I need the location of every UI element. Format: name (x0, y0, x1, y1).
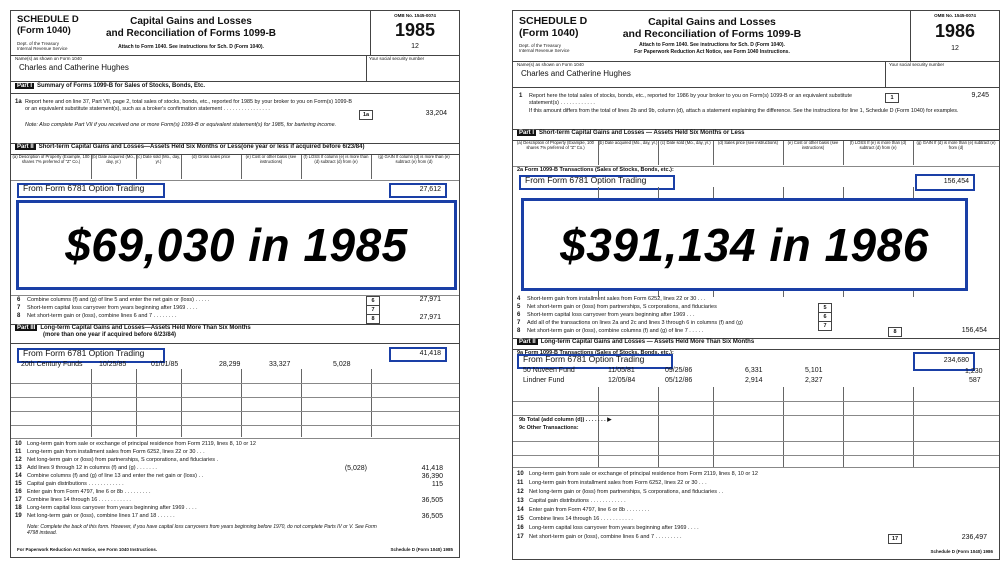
line17-text: Combine lines 14 through 16 . . . . . . . . . . . (27, 497, 131, 503)
dept-line: Dept. of the Treasury (17, 41, 60, 46)
total-1985-banner (16, 200, 457, 290)
form-header (513, 11, 999, 62)
column-header: (e) Cost or other basis (see instructions) (241, 155, 302, 179)
line15-text: Combine lines 14 through 16 . . . . . . . . . . . (529, 516, 633, 522)
line12-text: Net long-term gain or (loss) from partnerships, S corporations, and fiduciaries . (27, 457, 219, 463)
tax-year: 1986 (934, 21, 976, 41)
name-label: Name(s) as shown on Form 1040 (517, 62, 584, 67)
part-tag: Part I (17, 83, 33, 89)
lt-row-acquired: 12/05/84 (608, 377, 636, 384)
line8-text: Net short-term gain or (loss), combine lines 6 and 7 . . . . . . . . (27, 313, 177, 319)
st-description: From Form 6781 Option Trading (23, 183, 145, 193)
part-title: Long-term Capital Gains and Losses — Assets Held More Than Six Months (540, 339, 755, 345)
line7-text: Short-term capital loss carryover from years beginning after 1969 . . . . (27, 305, 198, 311)
highlight-box (389, 347, 447, 362)
lt-subheader: 9a Form 1099-B Transactions (Sales of Stocks, Bonds, etc.): (517, 350, 674, 356)
lt-row-desc: 20th Century Funds (21, 361, 83, 368)
column-header: (f) LOSS If (e) is more than (d) subtract (d) from (e) (843, 141, 914, 165)
lt-row-sold: 05/12/86 (665, 377, 693, 384)
part-tag: Part III (17, 325, 36, 331)
line13-gain: 41,418 (421, 465, 443, 472)
column-header: (a) Description of Property (Example, 100 shares 7% preferred of "Z" Co.) (11, 155, 92, 179)
part-tag: Part II (17, 144, 34, 150)
line19-text: Net long-term gain or (loss), combine lines 17 and 18 . . . . . . (27, 513, 175, 519)
line-number: 1 (519, 93, 523, 99)
attach-note: Attach to Form 1040. See instructions for Sch. D (Form 1040). (639, 42, 785, 48)
highlight-box (389, 183, 447, 198)
line1a-text: Report here and on line 37, Part VII, page 2, total sales of stocks, bonds, etc., reported for 1985 by your broker to you on Form(s) 1099-B or an equivalent substitute statement(s), such as a broker's confirmation statement . . . . . . . . . . . . . . . . (25, 99, 352, 112)
lt-row-acquired: 11/05/81 (608, 367, 635, 374)
highlight-box (519, 175, 675, 190)
footer-right: Schedule D (Form 1040) 1985 (390, 547, 453, 552)
column-header: (b) Date acquired (Mo., day, yr.) (91, 155, 137, 179)
taxpayer-names: Charles and Catherine Hughes (19, 63, 129, 72)
line8-amount: 156,454 (961, 327, 987, 334)
dept-line: Internal Revenue Service (17, 46, 68, 52)
back-note: Note: Complete the back of this form. However, if you have capital loss carryovers from years beginning before 1970, do not complete Parts IV or V. See Form 4798 instead. (27, 524, 377, 536)
footer-right: Schedule D (Form 1040) 1986 (930, 549, 993, 554)
column-header: (f) LOSS If column (e) is more than (d) subtract (d) from (e) (301, 155, 372, 179)
line9c-text: 9c Other Transactions: (519, 425, 579, 431)
column-header: (b) Date acquired (Mo., day, yr.) (598, 141, 659, 165)
column-header: (e) Cost or other basis (see instructions) (783, 141, 844, 165)
line6-amount: 27,971 (419, 296, 441, 303)
line-number: 1a (15, 99, 22, 105)
part-title: Short-term Capital Gains and Losses — Assets Held Six Months or Less (539, 130, 745, 136)
line18-text: Long-term capital loss carryover from years beginning after 1969 . . . . (27, 505, 197, 511)
st-gain-amount: 156,454 (943, 178, 969, 185)
lt-row-basis: 2,327 (805, 377, 823, 384)
lt-row-loss: 5,028 (333, 361, 351, 368)
part2-header (513, 338, 999, 350)
line-box: 1 (885, 93, 899, 103)
lt-row-basis: 5,101 (805, 367, 823, 374)
omb-number: OMB No. 1545-0074 (934, 13, 976, 18)
lt-row-basis: 33,327 (269, 361, 291, 368)
line14-text: Enter gain from Form 4797, line 6 or 8b . . . . . . . . (529, 507, 650, 513)
form-title: Capital Gains and Losses (648, 16, 776, 28)
line8-text: Net short-term gain or (loss), combine columns (f) and (g) of line 7 . . . . . (527, 328, 704, 334)
schedule-d-1986: SCHEDULE D (Form 1040) Dept. of the Treasury Internal Revenue Service Capital Gains and Losses and Reconciliation of Forms 1099-B Attach to Form 1040. See instructions for Sch. D (Form 1040). For Paperwork Reduction Act Notice, see Form 1040 Instructions. OMB No. 1545-0074 1986 12 Name(s) as shown on Form 1040 Charles and Catherine Hughes Your social security number 1 Report here the total sales of stocks, bonds, etc., reported for 1986 by your broker to you on Form(s) 1099-B or an equivalent substitute statement(s) . . . . . . . . . . . . If this amount differs from the total of lines 2b and 9b, column (d), attach a statement explaining the difference. See the instructions for line 1, Schedule D (Form 1040) for examples. 1 9,245 Part I Short-term Capital Gains and Losses — Assets Held Six Months or Less (a) Description of Property (Example, 100 shares 7% preferred of "Z" Co.) (b) Date acquired (Mo., day, yr.) (c) Date sold (Mo., day, yr.) (d) Sales price (see instructions) (e) Cost or other basis (see instructions) (f) LOSS If (e) is more than (d) subtract (d) from (e) (g) GAIN If (d) is more than (e) subtract (e) from (d) 2a Form 1099-B Transactions (Sales of Stocks, Bonds, etc.): From Form 6781 Option Trading 156,454 4 Short-term gain from installment sales from Form 6252, lines 22 or 30 . . . 5 Net short-term gain or (loss) from partnerships, S corporations, and fiduciaries 5 6 Short-term capital loss carryover from years beginning after 1969 . . . 6 7 Add all of the transactions on lines 2a and 2c and lines 3 through 6 in columns (f) and (g) 7 8 Net short-term gain or (loss), combine columns (f) and (g) of line 7 . . . . . 8 156,454 Part II Long-term Capital Gains and Losses — Assets Held More Than Six Months 9a Form 1099-B Transactions (Sales of Stocks, Bonds, etc.): From Form 6781 Option Trading 234,680 50 Nuveen Fund 11/05/81 09/25/86 6,331 5,101 1,230 Lindner Fund 12/05/84 05/12/86 2,914 2,327 587 9b Total (add column (d)) . . . . . . . ▶ 9c Other Transactions: 10 Long-term gain from sale or exchange of principal residence from Form 2119, lines 8, 10 or 12 11 Long-term gain from installment sales from Form 6252, lines 22 or 30 . . . 12 Net long-term gain or (loss) from partnerships, S corporations, and fiduciaries . . 13 Capital gain distributions . . . . . . . . . . . . 14 Enter gain from Form 4797, line 6 or 8b . . . . . . . . 15 Combine lines 14 through 16 . . . . . . . . . . . 16 Long-term capital loss carryover from years beginning after 1969 . . . . 17 Net short-term gain or (loss), combine lines 6 and 7 . . . . . . . . . 17 236,497 Schedule D (Form 1040) 1986 (512, 10, 1000, 560)
attach-note: Attach to Form 1040. See instructions for Sch. D (Form 1040). (118, 44, 264, 50)
column-header: (g) GAIN If (d) is more than (e) subtract (e) from (d) (916, 140, 996, 150)
line1a-amount: 33,204 (425, 110, 447, 117)
part-subtitle: (more than one year if acquired before 6/23/84) (43, 331, 177, 338)
line17-amount: 36,505 (421, 497, 443, 504)
name-label: Name(s) as shown on Form 1040 (15, 56, 82, 61)
name-row (11, 55, 459, 82)
line6-text: Short-term capital loss carryover from years beginning after 1969 . . . (527, 312, 695, 318)
st-subheader: 2a Form 1099-B Transactions (Sales of Stocks, Bonds, etc.): (517, 167, 674, 173)
part-title: Long-term Capital Gains and Losses—Assets Held More Than Six Months (40, 325, 251, 331)
line10-text: Long-term gain from sale or exchange of principal residence from Form 2119, lines 8, 10 or 12 (529, 471, 758, 477)
lt-gain-amount: 234,680 (943, 357, 969, 364)
part-tag: Part I (519, 130, 535, 136)
taxpayer-names: Charles and Catherine Hughes (521, 69, 631, 78)
name-row (513, 61, 999, 88)
column-header: (c) Date sold (Mo., day, yr.) (658, 141, 714, 165)
column-header: (d) Gross sales price (181, 155, 242, 179)
line10-text: Long-term gain from sale or exchange of principal residence from Form 2119, lines 8, 10 or 12 (27, 441, 256, 447)
part-tag: Part II (519, 339, 536, 345)
line8-amount: 27,971 (419, 314, 441, 321)
tax-year: 1985 (394, 20, 436, 40)
part3-header (11, 324, 459, 344)
line7-text: Add all of the transactions on lines 2a and 2c and lines 3 through 6 in columns (f) and (g) (527, 320, 743, 326)
lt-row-price: 28,299 (219, 361, 241, 368)
form-ref: (Form 1040) (519, 27, 579, 40)
line6-text: Combine columns (f) and (g) of line 5 and enter the net gain or (loss) . . . . . (27, 297, 210, 303)
line19-amount: 36,505 (421, 513, 443, 520)
column-header: (d) Sales price (see instructions) (713, 141, 784, 165)
form-subtitle: and Reconciliation of Forms 1099-B (622, 28, 802, 41)
line1a-note: Note: Also complete Part VII if you received one or more Form(s) 1099-B or equivalent statement(s) for 1985, for bartering income. (25, 122, 337, 128)
schedule-d-1985: SCHEDULE D (Form 1040) Dept. of the Treasury Internal Revenue Service Capital Gains and Losses and Reconciliation of Forms 1099-B Attach to Form 1040. See instructions for Sch. D (Form 1040). OMB No. 1545-0074 1985 12 Name(s) as shown on Form 1040 Charles and Catherine Hughes Your social security number Part I Summary of Forms 1099-B for Sales of Stocks, Bonds, Etc. 1a Report here and on line 37, Part VII, page 2, total sales of stocks, bonds, etc., reported for 1985 by your broker to you on Form(s) 1099-B or an equivalent substitute statement(s), such as a broker's confirmation statement . . . . . . . . . . . . . . . . Note: Also complete Part VII if you received one or more Form(s) 1099-B or equivalent statement(s) for 1985, for bartering income. 1a 33,204 Part II Short-term Capital Gains and Losses—Assets Held Six Months or Less(one year or less if acquired before 6/23/84) (a) Description of Property (Example, 100 shares 7% preferred of "Z" Co.) (b) Date acquired (Mo., day, yr.) (c) Date sold (Mo., day, yr.) (d) Gross sales price (e) Cost or other basis (see instructions) (f) LOSS If column (e) is more than (d) subtract (d) from (e) (g) GAIN If column (d) is more than (e) subtract (e) from (d) From Form 6781 Option Trading 27,612 6 Combine columns (f) and (g) of line 5 and enter the net gain or (loss) . . . . . 6 27,971 7 Short-term capital loss carryover from years beginning after 1969 . . . . 7 8 Net short-term gain or (loss), combine lines 6 and 7 . . . . . . . . 8 27,971 Part III Long-term Capital Gains and Losses—Assets Held More Than Six Months (more than one year if acquired before 6/23/84) From Form 6781 Option Trading 41,418 20th Century Funds 10/25/85 01/01/85 28,299 33,327 5,028 10 Long-term gain from sale or exchange of principal residence from Form 2119, lines 8, 10 or 12 11 Long-term gain from installment sales from Form 6252, lines 22 or 30 . . . 12 Net long-term gain or (loss) from partnerships, S corporations, and fiduciaries . 13 Add lines 9 through 12 in columns (f) and (g) . . . . . . . (5,028) 41,418 14 Combine columns (f) and (g) of line 13 and enter the net gain or (loss) . . 36,390 15 Capital gain distributions . . . . . . . . . . . . 115 16 Enter gain from Form 4797, line 6 or 8b . . . . . . . . . 17 Combine lines 14 through 16 . . . . . . . . . . . 36,505 18 Long-term capital loss carryover from years beginning after 1969 . . . . 19 Net long-term gain or (loss), combine lines 17 and 18 . . . . . . 36,505 Note: Complete the back of this form. However, if you have capital loss carryovers from years beginning before 1970, do not complete Parts IV or V. See Form 4798 instead. For Paperwork Reduction Act Notice, see Form 1040 Instructions. Schedule D (Form 1040) 1985 (10, 10, 460, 558)
sequence-number: 12 (951, 45, 959, 52)
line17-text: Net short-term gain or (loss), combine lines 6 and 7 . . . . . . . . . (529, 534, 682, 540)
line14-amount: 36,390 (421, 473, 443, 480)
lt-description: From Form 6781 Option Trading (523, 354, 645, 364)
footer-left: For Paperwork Reduction Act Notice, see Form 1040 Instructions. (17, 547, 158, 552)
ssn-label: Your social security number (889, 62, 945, 67)
form-title: Capital Gains and Losses (130, 16, 252, 27)
banner-text: $69,030 in 1985 (65, 219, 408, 271)
part-title: Summary of Forms 1099-B for Sales of Stocks, Bonds, Etc. (37, 83, 206, 89)
part-title: Short-term Capital Gains and Losses—Assets Held Six Months or Less(one year or less if acquired before 6/23/84) (38, 144, 365, 150)
column-header: (c) Date sold (Mo., day, yr.) (136, 155, 182, 179)
line11-text: Long-term gain from installment sales from Form 6252, lines 22 or 30 . . . (529, 480, 707, 486)
lt-row-gain: 1,230 (965, 368, 983, 375)
lt-row-acquired: 10/25/85 (99, 361, 127, 368)
lt-row-price: 6,331 (745, 367, 763, 374)
schedule-label: SCHEDULE D (519, 15, 588, 27)
highlight-box (17, 183, 165, 198)
lt-row-price: 2,914 (745, 377, 763, 384)
line13-loss: (5,028) (344, 465, 367, 472)
sequence-number: 12 (411, 43, 419, 50)
line9b-text: 9b Total (add column (d)) . . . . . . . ▶ (519, 417, 612, 423)
schedule-label: SCHEDULE D (17, 14, 79, 25)
line14-text: Combine columns (f) and (g) of line 13 and enter the net gain or (loss) . . (27, 473, 204, 479)
lt-row-desc: Lindner Fund (523, 377, 565, 384)
st-description: From Form 6781 Option Trading (525, 175, 647, 185)
total-1986-banner (521, 198, 968, 291)
lt-row-gain: 587 (969, 377, 981, 384)
column-header: (a) Description of Property (Example, 100 shares 7% preferred of "Z" Co.) (513, 141, 599, 165)
line13-text: Capital gain distributions . . . . . . . . . . . . (529, 498, 626, 504)
line16-text: Long-term capital loss carryover from years beginning after 1969 . . . . (529, 525, 699, 531)
line11-text: Long-term gain from installment sales from Form 6252, lines 22 or 30 . . . (27, 449, 205, 455)
lt-row-sold: 09/25/86 (665, 367, 693, 374)
form-subtitle: and Reconciliation of Forms 1099-B (105, 27, 277, 39)
form-ref: (Form 1040) (17, 24, 71, 36)
line12-text: Net long-term gain or (loss) from partnerships, S corporations, and fiduciaries . . (529, 489, 724, 495)
part1-header (11, 83, 459, 94)
lt-row-sold: 01/01/85 (151, 361, 179, 368)
highlight-box (915, 174, 975, 191)
form-header (11, 11, 459, 56)
line5-text: Net short-term gain or (loss) from partnerships, S corporations, and fiduciaries (527, 304, 717, 310)
lt-gain-amount: 41,418 (419, 350, 441, 357)
line15-amount: 115 (431, 481, 443, 488)
line16-text: Enter gain from Form 4797, line 6 or 8b . . . . . . . . . (27, 489, 151, 495)
line4-text: Short-term gain from installment sales from Form 6252, lines 22 or 30 . . . (527, 296, 706, 302)
paperwork-note: For Paperwork Reduction Act Notice, see Form 1040 Instructions. (634, 49, 790, 55)
dept-line: Internal Revenue Service (519, 48, 570, 54)
dept-line: Dept. of the Treasury (519, 43, 562, 48)
line1-text: Report here the total sales of stocks, bonds, etc., reported for 1986 by your broker to you on Form(s) 1099-B or an equivalent substitute statement(s) . . . . . . . . . . . . (529, 93, 853, 106)
lt-description: From Form 6781 Option Trading (23, 348, 145, 358)
line15-text: Capital gain distributions . . . . . . . . . . . . (27, 481, 124, 487)
lt-row-desc: 50 Nuveen Fund (523, 367, 575, 374)
line-box: 1a (359, 110, 373, 120)
st-gain-amount: 27,612 (419, 186, 441, 193)
line17-amount: 236,497 (961, 534, 987, 541)
line1-amount: 9,245 (971, 92, 989, 99)
line1-text2: If this amount differs from the total of lines 2b and 9b, column (d), attach a statement explaining the difference. See the instructions for line 1, Schedule D (Form 1040) for examples. (529, 108, 959, 114)
omb-number: OMB No. 1545-0074 (394, 13, 436, 18)
banner-text: $391,134 in 1986 (560, 218, 929, 271)
column-header: (g) GAIN If column (d) is more than (e) subtract (e) from (d) (378, 154, 450, 164)
line13-text: Add lines 9 through 12 in columns (f) and (g) . . . . . . . (27, 465, 157, 471)
ssn-label: Your social security number (369, 56, 425, 61)
